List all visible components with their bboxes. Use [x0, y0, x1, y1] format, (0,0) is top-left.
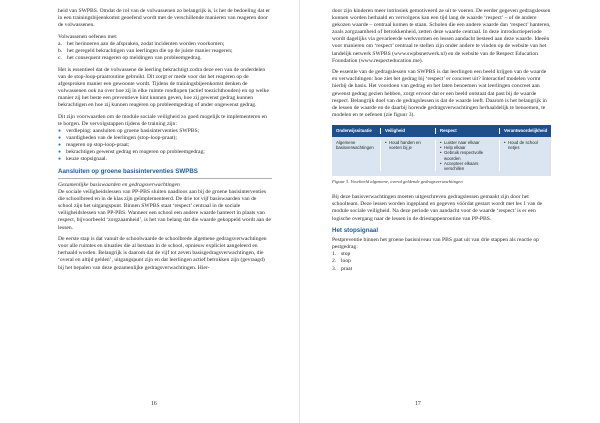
list-item: • Accepteer elkaars: [440, 160, 479, 166]
subheading: Gezamenlijke basiswaarden en gedragsverwachtingen: [58, 181, 180, 188]
list-item: c. het consequent reageren op meldingen van probleemgedrag.: [58, 55, 202, 62]
table-cell: [380, 140, 435, 171]
right-page: [300, 0, 600, 423]
list-item: b. het geregeld bekrachtigen van leerlingen die op de juiste manier reageren;: [58, 47, 233, 54]
table-header-cell: Onderwijssituatie: [336, 128, 372, 134]
page-number: 17: [415, 401, 421, 407]
list-item: woorden: [444, 155, 461, 161]
paragraph: Pestpreventie binnen het groene basisniveau van PBS gaat uit van drie stappen als reactie op pestgedrag:: [332, 237, 539, 251]
expectations-table: [332, 125, 551, 176]
bullet-icon: ●: [58, 143, 62, 149]
paragraph: Dit zijn voorwaarden om de module sociale veiligheid zo goed mogelijk te implementeren en te borgen. De vervolgstappen tijdens de training zijn:: [58, 113, 267, 127]
list-item: • Houd de school: [504, 139, 538, 145]
paragraph: De eerste stap is dat vanuit de schoolwaarde de schoolbrede algemene gedragsverwachtingen voor alle ruimtes en situaties die al bestaan in de school, opnieuw expliciet aangeleerd en herhaald worden. Belangrijk is daarom dat de vijf tot zeven basisgedragsverwachtingen, die ‘overal en altijd gelden’, uitgangspunt zijn en dat leerlingen actief betrokken zijn (gevraagd) bij het bepalen van deze gezamenlijke gedragsverwachtingen. Hier-: [58, 236, 267, 271]
bullet-list: [58, 128, 272, 163]
list-item: • Gebruik respectvolle: [440, 150, 484, 156]
divider: [58, 178, 272, 179]
list-item: ● keuze stopsignaal.: [58, 156, 108, 163]
list-item: ● reageren op stop-loop-praat;: [58, 142, 130, 149]
bullet-icon: ●: [58, 128, 62, 134]
table-header-cell: Veiligheid: [380, 128, 435, 133]
table-cell: [499, 140, 551, 171]
list-item: a. het herinneren aan de afspraken, zodat incidenten worden voorkomen;: [58, 40, 225, 47]
paragraph: heid van SWPBS. Omdat de rol van de volwassenen zo belangrijk is, is het de bedoeling dat er in een trainingsbijeenkomst geoefend wordt met de verschillende manieren van reageren door de volwassenen.: [58, 8, 271, 29]
paragraph: Het is essentieel dat de volwassene de leerling bekrachtigt zodra deze een van de onderdelen van de stop-loop-praatroutine gebruikt. Dit zorgt er mede voor dat het reageren op de afgesproken manier een gewoonte wordt. Tijdens de trainingsbijeenkomst denken de volwassenen ook na over hoe zij in elke ruimte rondlopen (actief toezichthouden) en op welke manier zij het beste een preventieve hint kunnen geven, hoe zij gewenst gedrag kunnen bekrachtigen en hoe zij kunnen reageren op probleemgedrag of ander ongewenst gedrag.: [58, 66, 269, 109]
paragraph: De essentie van de gedragslessen van SWPBS is dat leerlingen een beeld krijgen van de waarde en verwachtingen: hoe ziet het gedrag bij ‘respect’ er concreet uit? Interactief modelen vormt hierbij de basis. Het voordoen van gedrag en het laten benoemen wat leerlingen concreet aan gewenst gedrag gezien hebben, zorgt ervoor dat er een beeld ontstaat dat past bij de waarde respect. Belangrijk doel van de gedragslessen is dat de waarde leeft. Daarom is het belangrijk in de lessen de waarde en de daarbij horende gedragsverwachtingen herhaaldelijk te benoemen, te modelen en te oefenen (zie figuur 3).: [332, 69, 547, 118]
section-heading: Aansluiten op groene basisinterventies SWPBS: [58, 167, 198, 175]
right-text-column: [332, 8, 551, 277]
paragraph: De sociale veiligheidslessen van PP-PBS sluiten naadloos aan bij de groene basisinterventies die schoolbreed en in de klas zijn geïmplementeerd. De drie tot vijf basiswaarden van de school zijn het uitgangspunt. Binnen SWPBS staat ‘respect’ centraal in de sociale veiligheidslessen van PP-PBS. Wanneer een school een andere waarde hanteert in plaats van respect, bijvoorbeeld ‘zorgzaamheid’, is het van belang dat die waarde gekoppeld wordt aan de lessen.: [58, 189, 271, 231]
list-item: 1. stop: [332, 251, 351, 258]
list-item: verschillen: [444, 165, 465, 171]
paragraph: door zijn kinderen meer intrinsiek gemotiveerd ze uit te voeren. De eerder gegeven gedragslessen kunnen worden herhaald en vervolgens kan een tijd lang de waarde ‘respect’ – of de andere gekozen waarde – centraal komen te staan. Scholen die een andere waarde dan ‘respect’ hanteren, zoals zorgzaamheid of betrokkenheid, zetten deze waarde centraal. In deze introductieperiode wordt dagelijks via gevarieerde werkvormen en lessen aandacht besteed aan deze waarde. Ideeën voor manieren om ‘respect’ centraal te stellen zijn onder andere te vinden op de website van het landelijk netwerk SWPBS (www.swpbsnetwerk.nl) en de website van de Respect Education Foundation (www.respecteducation.me).: [332, 8, 551, 64]
list-item: voeten bij je: [389, 145, 412, 151]
numbered-list: [332, 251, 551, 272]
table-header-row: [332, 125, 551, 137]
list-item: • Luister naar elkaar: [440, 139, 480, 145]
bullet-icon: ●: [58, 136, 62, 141]
list-item: ● verdieping: aansluiten op groene basisinterventies SWPBS;: [58, 127, 200, 134]
table-cell: Algemene basisverwachtingen: [336, 139, 374, 151]
list-item: • Help elkaar: [440, 145, 466, 151]
bullet-icon: ●: [58, 157, 62, 163]
list-item: ● bekrachtigen gewenst gedrag en reageren op probleemgedrag;: [58, 149, 205, 156]
list-item: • Houd handen en: [385, 139, 421, 145]
alpha-list: [58, 41, 272, 62]
list-item: 2. loop: [332, 258, 351, 265]
paragraph: Bij deze basisverwachtingen moeten uitgeschreven gedragslessen gemaakt zijn door het schoolteam. Deze lessen worden ingepland en gegeven vóórdat gestart wordt met les 1 van de module sociale veiligheid. Na deze periode van aandacht voor de waarde ‘respect’ is er een logische overgang naar de lessen in de driestappenroutine van PP-PBS.: [332, 194, 543, 222]
table-row: [332, 137, 551, 176]
table-header-cell: Verantwoordelijkheid: [499, 128, 551, 133]
table-header-cell: Respect: [435, 128, 499, 133]
figure-caption: Figuur 3. Voorbeeld algemene, overal geldende gedragsverwachtingen: [332, 179, 463, 185]
section-heading: Het stopsignaal: [332, 227, 379, 235]
list-intro: Volwassenen oefenen met:: [58, 33, 118, 40]
list-item: netjes: [508, 145, 520, 151]
bullet-icon: ●: [58, 150, 62, 156]
table-cell: [435, 140, 499, 171]
list-item: 3. praat: [332, 265, 353, 272]
left-text-column: [58, 8, 272, 276]
list-item: ● vaardigheden van de leerlingen (stop-loop-praat);: [58, 135, 177, 141]
page-number: 16: [151, 401, 157, 407]
